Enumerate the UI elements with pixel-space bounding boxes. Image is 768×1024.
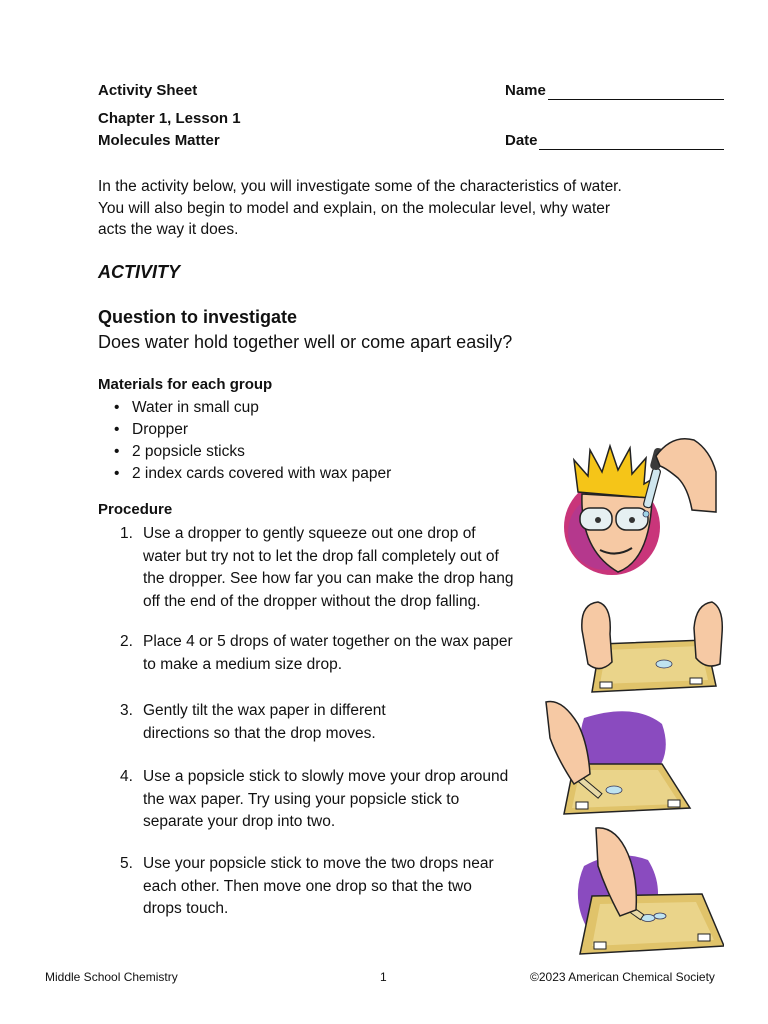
intro-line: In the activity below, you will investigate some of the characteristics of water.: [98, 178, 622, 195]
hands-holding-wax-paper-illustration: [578, 600, 724, 700]
step-line: Use a dropper to gently squeeze out one drop of: [143, 525, 476, 542]
procedure-step-3: [120, 700, 386, 745]
procedure-heading: Procedure: [98, 501, 173, 518]
procedure-step-1: [120, 523, 514, 613]
sheet-type-label: Activity Sheet: [98, 82, 198, 99]
step-line: directions so that the drop moves.: [143, 724, 376, 742]
step-number: 3.: [120, 702, 133, 719]
activity-heading: ACTIVITY: [98, 262, 181, 282]
step-line: the dropper. See how far you can make the drop hang: [143, 570, 514, 587]
materials-list: [114, 397, 391, 485]
intro-line: You will also begin to model and explain, on the molecular level, why water: [98, 199, 611, 217]
step-number: 1.: [120, 525, 133, 542]
step-line: off the end of the dropper without the drop falling.: [143, 592, 481, 610]
step-line: Gently tilt the wax paper in different: [143, 702, 386, 719]
lesson-title: Molecules Matter: [98, 132, 220, 149]
step-line: the wax paper. Try using your popsicle stick to: [143, 790, 460, 808]
step-number: 4.: [120, 768, 133, 785]
question-heading: Question to investigate: [98, 307, 298, 327]
intro-paragraph: [98, 176, 678, 241]
step-line: to make a medium size drop.: [143, 655, 343, 673]
step-number: 5.: [120, 855, 133, 872]
step-line: water but try not to let the drop fall completely out of: [143, 547, 499, 565]
question-text: Does water hold together well or come apart easily?: [98, 332, 513, 352]
footer-copyright: ©2023 American Chemical Society: [530, 970, 715, 984]
scientist-dropper-illustration: [560, 432, 722, 582]
two-drops-touching-illustration: [566, 826, 724, 958]
popsicle-stick-wax-paper-illustration: [544, 698, 696, 820]
date-field-line[interactable]: [539, 149, 724, 150]
procedure-step-2: [120, 631, 513, 676]
page-number: 1: [380, 970, 387, 984]
step-line: separate your drop into two.: [143, 813, 336, 830]
step-number: 2.: [120, 633, 133, 650]
intro-line: acts the way it does.: [98, 221, 239, 238]
name-label: Name: [505, 82, 546, 99]
list-item: • Dropper: [114, 419, 391, 441]
step-line: drops touch.: [143, 900, 229, 917]
chapter-label: Chapter 1, Lesson 1: [98, 110, 241, 127]
step-line: Use a popsicle stick to slowly move your drop around: [143, 768, 509, 785]
procedure-step-5: [120, 853, 494, 921]
name-field-line[interactable]: [548, 99, 724, 100]
materials-heading: Materials for each group: [98, 376, 273, 393]
step-line: Use your popsicle stick to move the two drops near: [143, 855, 494, 872]
date-label: Date: [505, 132, 538, 149]
footer-course-name: Middle School Chemistry: [45, 970, 178, 984]
list-item: • Water in small cup: [114, 397, 391, 419]
list-item: • 2 index cards covered with wax paper: [114, 463, 391, 485]
list-item: • 2 popsicle sticks: [114, 441, 391, 463]
procedure-step-4: [120, 766, 508, 834]
step-line: each other. Then move one drop so that the two: [143, 877, 472, 895]
step-line: Place 4 or 5 drops of water together on the wax paper: [143, 633, 513, 650]
